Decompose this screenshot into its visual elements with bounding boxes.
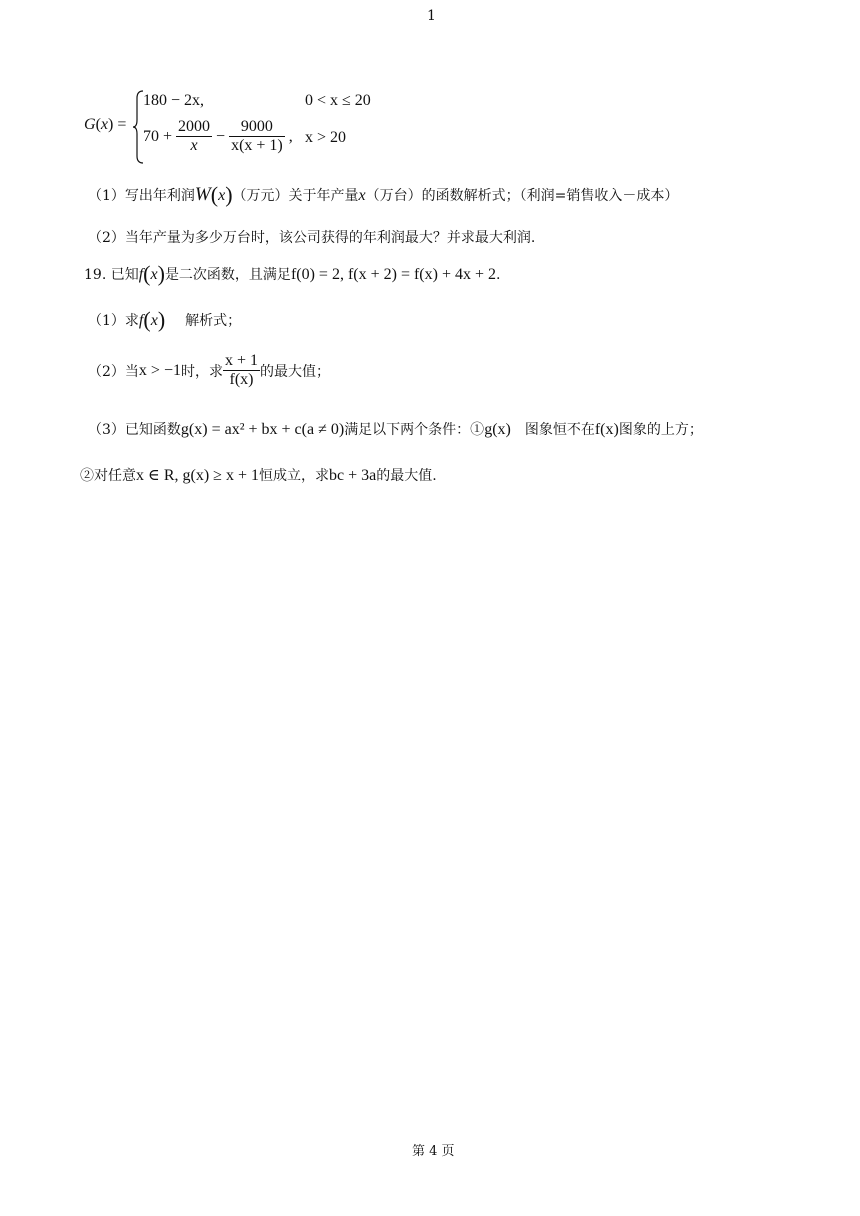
footer-page-label: 第 4 页 <box>412 1144 455 1159</box>
piecewise-case1-expr: 180 − 2x, <box>143 92 205 109</box>
piecewise-case2-cond: x > 20 <box>305 129 347 146</box>
q18-part2: （2）当年产量为多少万台时，该公司获得的年利润最大？并求最大利润. <box>88 230 536 246</box>
case2-comma: , <box>288 127 293 145</box>
frac2-num: 9000 <box>229 118 285 137</box>
case2-70: 70 + <box>143 127 173 145</box>
piecewise-case1-cond: 0 < x ≤ 20 <box>305 92 371 109</box>
q19-part2: （2）当x > −1时，求 $\frac{x + 1}{f(x)}$ 的最大值； <box>88 352 330 389</box>
case2-frac1 <box>176 118 212 156</box>
q19-part3: （3）已知函数g(x) = ax² + bx + c(a ≠ 0)满足以下两个条件：①g(x) 图象恒不在f(x)图象的上方； <box>88 421 703 438</box>
frac1-num: 2000 <box>176 118 212 137</box>
frac2-den: x(x + 1) <box>231 137 283 155</box>
case2-minus: − <box>216 127 226 145</box>
q19-stem: 19. 已知f(x)是二次函数，且满足f(0) = 2, f(x + 2) = f(x) + 4x + 2. <box>84 261 501 286</box>
q19-condition: f(0) = 2, f(x + 2) = f(x) + 4x + 2 <box>290 266 497 283</box>
q19-part2-fraction: $\frac{x + 1}{f(x)}$ <box>224 352 258 389</box>
q19-part1: （1）求f(x) 解析式； <box>88 307 242 332</box>
piecewise-case2 <box>143 118 293 164</box>
q18-part1: （1）写出年利润W(x)（万元）关于年产量x（万台）的函数解析式；（利润=销售收入－成本） <box>88 182 679 207</box>
frac1-den: x <box>190 137 198 155</box>
q19-part3-cont: ②对任意x ∈ R, g(x) ≥ x + 1恒成立，求bc + 3a的最大值. <box>80 467 437 484</box>
case2-frac2 <box>229 118 285 156</box>
piecewise-lhs: G(x) = <box>84 116 127 133</box>
header-page-number: 1 <box>427 8 436 24</box>
